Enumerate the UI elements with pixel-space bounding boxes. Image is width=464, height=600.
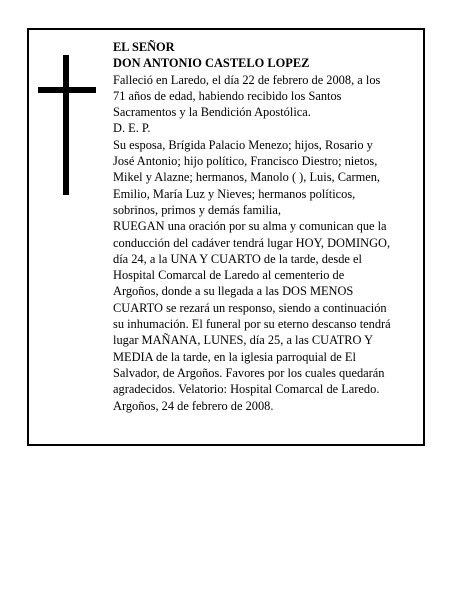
text-line: día 24, a la UNA Y CUARTO de la tarde, desde el — [113, 251, 362, 266]
deceased-name: DON ANTONIO CASTELO LOPEZ — [113, 56, 310, 71]
text-line: su inhumación. El funeral por su eterno descanso tendrá — [113, 317, 391, 332]
text-line: 71 años de edad, habiendo recibido los Santos — [113, 88, 342, 103]
text-line: Hospital Comarcal de Laredo al cementerio de — [113, 268, 345, 283]
text-line: MEDIA de la tarde, en la iglesia parroquial de El — [113, 349, 356, 364]
text-line: Argoños, donde a su llegada a las DOS MENOS — [113, 284, 354, 299]
text-line: CUARTO se rezará un responso, siendo a continuación — [113, 300, 387, 315]
text-line: José Antonio; hijo político, Francisco Diestro; nietos, — [113, 154, 378, 169]
heading-title: EL SEÑOR — [113, 40, 175, 54]
text-line: Su esposa, Brígida Palacio Menezo; hijos, Rosario y — [113, 137, 373, 152]
text-line: Mikel y Alazne; hermanos, Manolo ( ), Luis, Carmen, — [113, 170, 381, 185]
text-line: Emilio, María Luz y Nieves; hermanos políticos, — [113, 186, 356, 201]
text-line: agradecidos. Velatorio: Hospital Comarcal de Laredo. — [113, 382, 380, 397]
text-line: Falleció en Laredo, el día 22 de febrero de 2008, a los — [113, 72, 381, 87]
date-line: Argoños, 24 de febrero de 2008. — [113, 398, 274, 413]
text-line: Salvador, de Argoños. Favores por los cuales quedarán — [113, 365, 385, 380]
text-line: lugar MAÑANA, LUNES, día 25, a las CUATRO Y — [113, 333, 374, 348]
text-line: conducción del cadáver tendrá lugar HOY, DOMINGO, — [113, 235, 391, 250]
cross-horizontal-bar — [38, 87, 96, 93]
text-line: RUEGAN una oración por su alma y comunican que la — [113, 219, 387, 234]
rip-line: D. E. P. — [113, 121, 151, 136]
text-line: Sacramentos y la Bendición Apostólica. — [113, 105, 311, 120]
cross-icon — [38, 55, 96, 195]
obituary-text — [113, 39, 413, 414]
text-line: sobrinos, primos y demás familia, — [113, 202, 281, 217]
cross-vertical-bar — [63, 55, 69, 195]
